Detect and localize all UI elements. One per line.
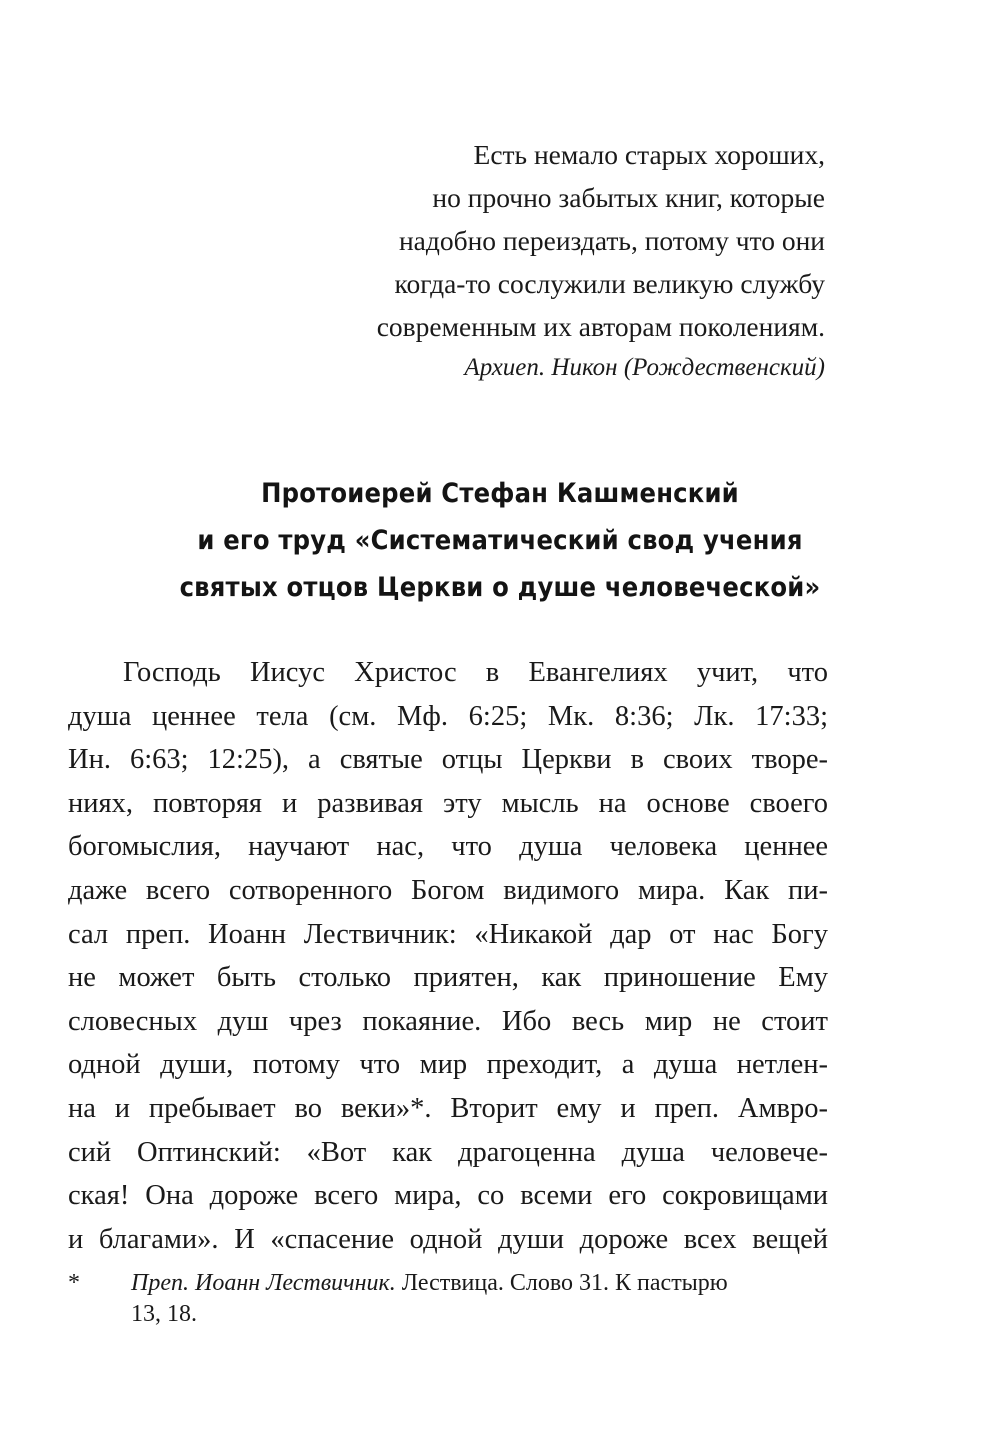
body-line: на и пребывает во веки»*. Вторит ему и преп. Амвро-	[68, 1092, 828, 1124]
title-line: и его труд «Систематический свод учения	[197, 525, 803, 556]
body-line: душа ценнее тела (см. Мф. 6:25; Мк. 8:36; Лк. 17:33;	[68, 700, 828, 732]
body-line: ниях, повторяя и развивая эту мысль на основе своего	[68, 787, 828, 819]
epigraph-line: Есть немало старых хороших,	[473, 139, 825, 170]
body-line: сий Оптинский: «Вот как драгоценна душа человече-	[68, 1136, 828, 1168]
body-line: и благами». И «спасение одной души дороже всех вещей	[68, 1223, 828, 1255]
body-line: Ин. 6:63; 12:25), а святые отцы Церкви в своих творе-	[68, 744, 828, 776]
footnote-line: 13, 18.	[131, 1301, 197, 1327]
epigraph-line: когда-то сослужили великую службу	[394, 268, 825, 299]
footnote-text	[131, 1268, 828, 1330]
title-line: святых отцов Церкви о душе человеческой»	[179, 572, 821, 603]
body-line: Господь Иисус Христос в Евангелиях учит, что	[123, 657, 828, 688]
epigraph-attribution: Архиеп. Никон (Рождественский)	[464, 354, 825, 381]
body-line: словесных душ чрез покаяние. Ибо весь мир не стоит	[68, 1005, 828, 1037]
footnote-author: Преп. Иоанн Лествичник.	[131, 1270, 396, 1296]
epigraph-text	[360, 133, 825, 348]
body-line: богомыслия, научают нас, что душа человека ценнее	[68, 831, 828, 863]
footnote-line	[131, 1268, 828, 1299]
body-line: не может быть столько приятен, как приношение Ему	[68, 962, 828, 994]
epigraph-line: но прочно забытых книг, которые	[432, 182, 825, 213]
body-line: ская! Она дороже всего мира, со всеми его сокровищами	[68, 1180, 828, 1212]
body-line: даже всего сотворенного Богом видимого мира. Как пи-	[68, 874, 828, 906]
title-line: Протоиерей Стефан Кашменский	[261, 478, 739, 509]
body-line: одной души, потому что мир преходит, а душа нетлен-	[68, 1049, 828, 1081]
epigraph-line: надобно переиздать, потому что они	[398, 225, 825, 256]
article-title	[80, 470, 920, 611]
epigraph	[360, 133, 825, 385]
footnote-marker: *	[68, 1270, 80, 1296]
body-paragraph	[68, 651, 828, 1261]
body-line: сал преп. Иоанн Лествичник: «Никакой дар от нас Богу	[68, 918, 828, 950]
epigraph-line: современным их авторам поколениям.	[376, 311, 825, 342]
footnote	[68, 1268, 828, 1330]
footnote-source: Лествица. Слово 31. К пастырю	[395, 1270, 728, 1296]
